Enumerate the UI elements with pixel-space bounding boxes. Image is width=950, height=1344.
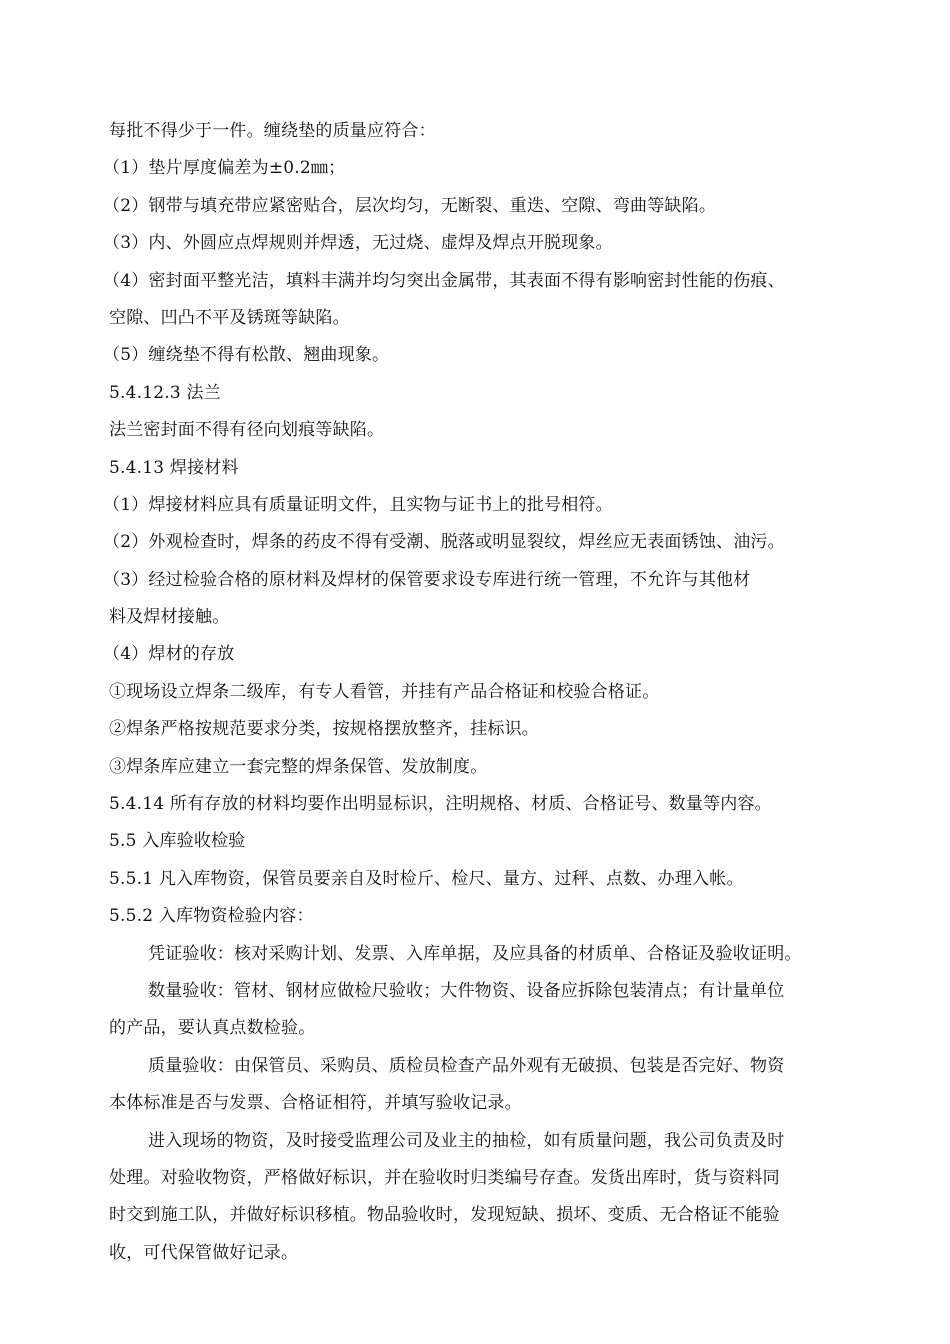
list-item: （5）缠绕垫不得有松散、翘曲现象。	[103, 345, 390, 366]
section-heading: 5.4.13 焊接材料	[109, 457, 239, 478]
paragraph-line: 的产品，要认真点数检验。	[109, 1018, 316, 1039]
list-item: ②焊条严格按规范要求分类，按规格摆放整齐，挂标识。	[109, 719, 539, 740]
section-heading: 5.5 入库验收检验	[109, 831, 246, 852]
list-item: （4）密封面平整光洁，填料丰满并均匀突出金属带，其表面不得有影响密封性能的伤痕、	[103, 270, 785, 291]
paragraph-line: 质量验收：由保管员、采购员、质检员检查产品外观有无破损、包装是否完好、物资	[148, 1055, 785, 1076]
paragraph-line: 凭证验收：核对采购计划、发票、入库单据，及应具备的材质单、合格证及验收证明。	[148, 943, 802, 964]
paragraph-line: 收，可代保管做好记录。	[109, 1242, 299, 1263]
list-item: ①现场设立焊条二级库，有专人看管，并挂有产品合格证和校验合格证。	[109, 681, 660, 702]
text-line: 料及焊材接触。	[109, 607, 230, 628]
paragraph-line: 进入现场的物资，及时接受监理公司及业主的抽检，如有质量问题，我公司负责及时	[148, 1130, 785, 1151]
paragraph-line: 时交到施工队，并做好标识移植。物品验收时，发现短缺、损坏、变质、无合格证不能验	[109, 1205, 780, 1226]
list-item: ③焊条库应建立一套完整的焊条保管、发放制度。	[109, 756, 488, 777]
paragraph-line: 处理。对验收物资，严格做好标识，并在验收时归类编号存查。发货出库时，货与资料同	[109, 1167, 780, 1188]
text-line: 每批不得少于一件。缠绕垫的质量应符合：	[109, 121, 436, 141]
list-item: （2）钢带与填充带应紧密贴合，层次均匀，无断裂、重迭、空隙、弯曲等缺陷。	[103, 195, 717, 216]
text-line: 法兰密封面不得有径向划痕等缺陷。	[109, 420, 385, 441]
list-item: （4）焊材的存放	[103, 644, 235, 665]
list-item: （2）外观检查时，焊条的药皮不得有受潮、脱落或明显裂纹，焊丝应无表面锈蚀、油污。	[103, 532, 785, 553]
section-heading: 5.4.14 所有存放的材料均要作出明显标识，注明规格、材质、合格证号、数量等内容。	[109, 794, 772, 815]
list-item: （1）焊接材料应具有质量证明文件，且实物与证书上的批号相符。	[103, 494, 613, 515]
section-heading: 5.4.12.3 法兰	[109, 382, 221, 403]
document-body	[103, 113, 869, 1272]
list-item: （3）经过检验合格的原材料及焊材的保管要求设专库进行统一管理，不允许与其他材	[103, 569, 751, 590]
paragraph-line: 数量验收：管材、钢材应做检尺验收；大件物资、设备应拆除包装清点；有计量单位	[148, 980, 785, 1001]
section-heading: 5.5.1 凡入库物资，保管员要亲自及时检斤、检尺、量方、过秤、点数、办理入帐。	[109, 868, 744, 889]
list-item: （3）内、外圆应点焊规则并焊透，无过烧、虚焊及焊点开脱现象。	[103, 233, 613, 254]
list-item: （1）垫片厚度偏差为±0.2㎜；	[103, 158, 346, 179]
text-line: 空隙、凹凸不平及锈斑等缺陷。	[109, 307, 350, 328]
section-heading: 5.5.2 入库物资检验内容：	[109, 906, 314, 927]
paragraph-line: 本体标准是否与发票、合格证相符，并填写验收记录。	[109, 1093, 522, 1114]
